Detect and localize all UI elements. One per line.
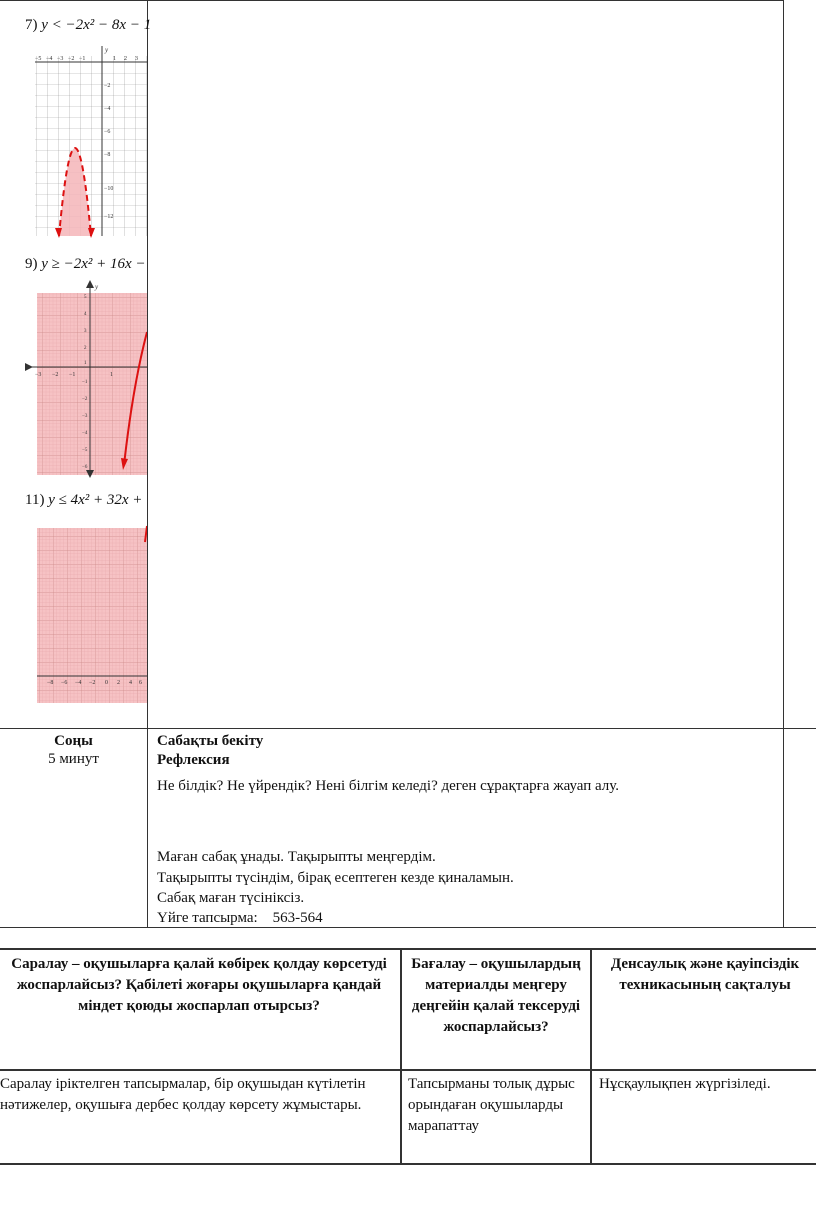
- graph-7-ytick: −8: [104, 152, 111, 158]
- graph-7-plot: [25, 40, 147, 240]
- graph-9-y-arrow-up: [86, 280, 94, 288]
- row-divider: [0, 728, 816, 729]
- graph-11-equation: y ≤ 4x² + 32x +: [48, 492, 143, 508]
- graph-11-label: 11) y ≤ 4x² + 32x +: [25, 492, 143, 508]
- graph-9-xtick: 1: [110, 372, 113, 378]
- graph-9-ytick: −1: [82, 380, 88, 385]
- graph-7-xtick: 2: [124, 56, 127, 62]
- reflection-line-1: Маған сабақ ұнады. Тақырыпты меңгердім.: [157, 849, 436, 865]
- graph-7-xtick: −1: [79, 56, 86, 62]
- graph-11-xtick: −8: [47, 680, 54, 686]
- graph-7-xtick: 3: [135, 56, 138, 62]
- graph-9-ytick: 1: [84, 361, 87, 366]
- graph-11-xtick: −6: [61, 680, 68, 686]
- graph-9-ytick: −2: [82, 397, 88, 402]
- graph-11-grid: [37, 528, 147, 703]
- column-divider-right: [783, 0, 784, 928]
- homework-value: 563-564: [272, 910, 323, 926]
- safety-cell: Нұсқаулықпен жүргізіледі.: [599, 1076, 771, 1092]
- graph-7-xtick: −5: [35, 56, 42, 62]
- graph-7-ytick: −12: [104, 214, 114, 220]
- reflection-question: Не білдік? Не үйрендік? Нені білгім келеді? деген сұрақтарға жауап алу.: [157, 778, 620, 794]
- graph-9-ytick: −3: [82, 414, 88, 419]
- graph-9-ytick: 5: [84, 295, 87, 300]
- reflection-heading: Рефлексия: [157, 752, 230, 768]
- stage-name: Соңы: [54, 733, 93, 749]
- graph-7-grid: [35, 56, 147, 236]
- graph-7-xtick: −2: [68, 56, 75, 62]
- homework: [157, 909, 323, 927]
- homework-label: Үйге тапсырма:: [157, 910, 258, 926]
- stage-duration: 5 минут: [48, 751, 99, 767]
- graph-9-plot: [25, 280, 147, 480]
- bottom-table-header-divider: [0, 1069, 816, 1071]
- graph-7-xtick: 1: [113, 56, 116, 62]
- graph-9-equation: y ≥ −2x² + 16x −: [41, 256, 146, 272]
- graph-9-ytick: −6: [82, 465, 88, 470]
- graph-9-axis-label: y: [95, 283, 99, 291]
- graph-7-xtick: −3: [57, 56, 64, 62]
- graph-11-xtick: 4: [129, 680, 132, 686]
- graph-9-ytick: −5: [82, 448, 88, 453]
- graph-11-xtick: 0: [105, 680, 108, 686]
- graph-9-x-arrow: [25, 363, 33, 371]
- bottom-table-divider-2: [590, 948, 592, 1165]
- graph-7-ytick: −6: [104, 129, 111, 135]
- graph-9-label: 9) y ≥ −2x² + 16x −: [25, 256, 146, 272]
- reflection-line-2: Тақырыпты түсіндім, бірақ есептеген кезде қиналамын.: [157, 870, 514, 886]
- differentiation-header: Саралау – оқушыларға қалай көбірек қолдау көрсетуді жоспарлайсыз? Қабілеті жоғары оқушыларға қандай міндет қоюды жоспарлап отырсыз?: [11, 956, 387, 1014]
- graph-7-ytick: −4: [104, 106, 111, 112]
- differentiation-cell: Саралау іріктелген тапсырмалар, бір оқушыдан күтілетін нәтижелер, оқушыға дербес қолдау көрсету жұмыстары.: [0, 1076, 366, 1113]
- graph-9-ytick: 3: [84, 329, 87, 334]
- graph-11-plot: [25, 522, 147, 708]
- safety-header: Денсаулық және қауіпсіздік техникасының сақталуы: [610, 956, 800, 993]
- closing-heading: Сабақты бекіту: [157, 733, 264, 749]
- bottom-table-top-border: [0, 948, 816, 950]
- graph-7-label: 7) y < −2x² − 8x − 1: [25, 17, 152, 33]
- upper-table-bottom-border: [0, 927, 816, 928]
- graph-9-ytick: 2: [84, 346, 87, 351]
- graph-9-xtick: −1: [69, 372, 76, 378]
- graph-11-xtick: −4: [75, 680, 82, 686]
- graph-9-grid: [37, 293, 147, 475]
- graph-11-xtick: −2: [89, 680, 96, 686]
- column-divider-left: [147, 0, 148, 928]
- graph-11-xtick: 6: [139, 680, 142, 686]
- graph-7-axis-label: y: [105, 46, 109, 54]
- graph-9-xtick: −2: [52, 372, 59, 378]
- assessment-header: Бағалау – оқушылардың материалды меңгеру деңгейін қалай тексеруді жоспарлайсыз?: [411, 956, 581, 1035]
- bottom-table-divider-1: [400, 948, 402, 1165]
- graph-7-equation: y < −2x² − 8x − 1: [41, 17, 152, 33]
- bottom-table-bottom-border: [0, 1163, 816, 1165]
- graph-7-ytick: −10: [104, 186, 114, 192]
- graph-11-xtick: 2: [117, 680, 120, 686]
- graph-9-ytick: −4: [82, 431, 88, 436]
- graph-7-xtick: −4: [46, 56, 53, 62]
- reflection-line-3: Сабақ маған түсініксіз.: [157, 890, 305, 906]
- graph-9-xtick: −3: [35, 372, 42, 378]
- graph-9-ytick: 4: [84, 312, 87, 317]
- top-border: [0, 0, 784, 1]
- assessment-cell: Тапсырманы толық дұрыс орындаған оқушыларды марапаттау: [408, 1076, 575, 1134]
- graph-7-ytick: −2: [104, 83, 111, 89]
